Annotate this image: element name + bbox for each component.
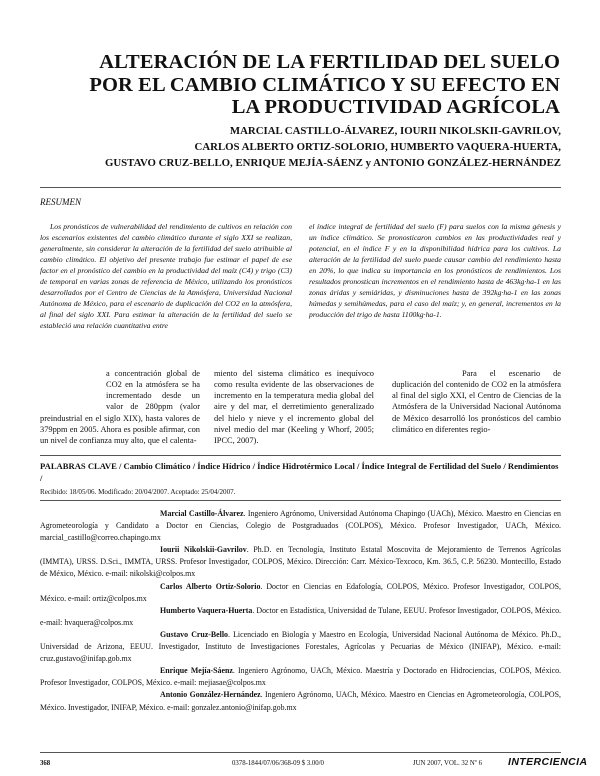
article-title: [40, 51, 560, 119]
title-line: ALTERACIÓN DE LA FERTILIDAD DEL SUELO: [99, 51, 560, 73]
affiliation-name: Enrique Mejía-Sáenz: [160, 666, 233, 676]
affiliation-text: . Ingeniero Agrónomo, Universidad Autónoma Chapingo (UACh), México. Maestro en Ciencias en Agrometeorología y Candidato a Doctor en Ciencias, Colegio de Postgraduados (COLPOS), México. Profesor Investigador, UACh, México. marcial_castillo@correo.chapingo.mx: [40, 509, 561, 543]
affiliation-entry: [40, 629, 561, 665]
abstract-text: Los pronósticos de vulnerabilidad del rendimiento de cultivos en relación con los escenarios existentes del cambio climático durante el siglo XXI se realizan, generalmente, sin considerar la alteración de la fertilidad del suelo atribuible al cambio climático. El objetivo del presente trabajo fue estimar el papel de ese factor en el pronóstico del cambio en la productividad del maíz (C4) y trigo (C3) de temporal en varias zonas de referencia de México, utilizando los pronósticos desarrollados por el Centro de Ciencias de la Atmósfera, Universidad Nacional Autónoma de México, para el escenario de duplicación del CO2 en la atmósfera, al final del siglo XXI. Para estimar la alteración de la fertilidad del suelo se estableció una relación cuantitativa entre: [40, 222, 292, 331]
affiliation-name: Marcial Castillo-Álvarez: [160, 509, 244, 518]
divider: [40, 752, 561, 753]
page-number: 368: [40, 760, 51, 767]
author-line: GUSTAVO CRUZ-BELLO, ENRIQUE MEJÍA-SÁENZ y ANTONIO GONZÁLEZ-HERNÁNDEZ: [104, 157, 561, 169]
intro-column-1: [40, 368, 200, 446]
affiliation-name: Carlos Alberto Ortiz-Solorio: [160, 581, 261, 591]
abstract-heading: RESUMEN: [40, 197, 81, 207]
intro-column-2: [214, 368, 374, 446]
affiliation-entry: [40, 605, 561, 629]
affiliation-text: . Ingeniero Agrónomo, UACh, México. Maestría y Doctorado en Hidrociencias, COLPOS, México. Profesor Investigador, COLPOS, México. e-mail: mejiasae@colpos.mx: [40, 666, 561, 688]
issn-code: 0378-1844/07/06/368-09 $ 3.00/0: [232, 760, 324, 767]
divider: [40, 455, 561, 456]
affiliation-name: Antonio González-Hernández: [160, 690, 261, 700]
affiliation-text: . Ph.D. en Tecnología, Instituto Estatal Moscovita de Mejoramiento de Terrenos Agrícolas (IMMTA), URSS. D.Sci., IMMTA, URSS. Profesor Investigador, COLPOS, México. Dirección: Carr. México-Texcoco, Km. 36.5, C.P. 56230. Montecillo, Estado de México, México. e-mail: nikolski@colpos.mx: [40, 545, 561, 579]
affiliation-text: . Licenciado en Biología y Maestro en Ecología, Universidad Nacional Autónoma de México. Ph.D., Universidad de Arizona, EEUU. Investigador, Instituto de Investigaciones Forestales, Agrícolas y Pecuarias de México (INIFAP), México. e-mail: cruz.gustavo@inifap.gob.mx: [40, 629, 561, 664]
affiliation-entry: [40, 544, 561, 580]
affiliation-entry: [40, 508, 561, 544]
affiliation-name: Iourii Nikolskii-Gavrilov: [160, 545, 247, 555]
author-line: MARCIAL CASTILLO-ÁLVAREZ, IOURII NIKOLSKII-GAVRILOV,: [229, 125, 561, 137]
author-line: CARLOS ALBERTO ORTIZ-SOLORIO, HUMBERTO VAQUERA-HUERTA,: [194, 141, 561, 153]
journal-logo: INTERCIENCIA: [508, 756, 588, 768]
keywords: PALABRAS CLAVE / Cambio Climático / Índice Hídrico / Índice Hidrotérmico Local / Índice Integral de Fertilidad del Suelo / Rendimientos /: [40, 461, 559, 483]
abstract-text: el índice integral de fertilidad del suelo (F) para suelos con la misma génesis y un índice climático. Se pronosticaron cambios en las productividades real y potencial, en el índice F y en la disponibilidad hídrica para los cultivos. La alteración de la fertilidad del suelo puede causar cambio del rendimiento hasta en 20%, lo que indica su importancia en los pronósticos de rendimientos. Los resultados pronostican incrementos en el rendimiento hasta de 463kg·ha-1 en las zonas áridas y semiáridas, y disminuciones hasta de 392kg·ha-1 en las zonas húmedas y semihúmedas, para el caso del maíz; y, en general, incrementos en la producción del trigo de hasta 1100kg·ha-1.: [309, 222, 561, 320]
intro-text: miento del sistema climático es inequívoco como resulta evidente de las observaciones de incremento en la temperatura media global del aire y del mar, el derretimiento generalizado del hielo y nieve y el incremento global del nivel medio del mar (Keeling y Whorf, 2005; IPCC, 2007).: [214, 369, 374, 445]
abstract-right-column: [309, 221, 561, 320]
intro-text: Para el escenario de duplicación del contenido de CO2 en la atmósfera al final del siglo XXI, el Centro de Ciencias de la Atmósfera de la Universidad Nacional Autónoma de México desarrolló los pronósticos del cambio climático en diferentes regio-: [392, 369, 561, 434]
abstract-left-column: [40, 221, 292, 331]
affiliation-entry: [40, 689, 561, 713]
intro-text: a concentración global de CO2 en la atmósfera se ha incrementado desde un valor de 280ppm (valor preindustrial en el siglo XIX), hasta valores de 379ppm en 2005. Ahora es posible afirmar, con un nivel de confianza muy alto, que el calenta-: [40, 369, 200, 445]
intro-column-3: [392, 368, 561, 435]
affiliation-text: . Doctor en Estadística, Universidad de Tulane, EEUU. Profesor Investigador, COLPOS, México. e-mail: hvaquera@colpos.mx: [40, 605, 561, 627]
affiliation-text: . Doctor en Ciencias en Edafología, COLPOS, México. Profesor Investigador, COLPOS, México. e-mail: ortiz@colpos.mx: [40, 581, 562, 603]
issue-info: JUN 2007, VOL. 32 Nº 6: [413, 760, 483, 767]
author-list: [40, 123, 561, 171]
dropcap-space: [40, 368, 106, 412]
received-dates: Recibido: 18/05/06. Modificado: 20/04/2007. Aceptado: 25/04/2007.: [40, 488, 236, 496]
affiliation-name: Gustavo Cruz-Bello: [160, 629, 229, 639]
affiliation-text: . Ingeniero Agrónomo, UACh, México. Maestro en Ciencias en Agrometeorología, COLPOS, México. Investigador, INIFAP, México. e-mail: gonzalez.antonio@inifap.gob.mx: [40, 690, 561, 712]
title-line: POR EL CAMBIO CLIMÁTICO Y SU EFECTO EN: [89, 73, 560, 96]
divider: [40, 187, 561, 188]
affiliations: [40, 508, 561, 714]
affiliation-name: Humberto Vaquera-Huerta: [160, 605, 253, 615]
divider: [40, 500, 561, 501]
affiliation-entry: [40, 665, 561, 689]
affiliation-entry: [40, 581, 561, 605]
title-line: LA PRODUCTIVIDAD AGRÍCOLA: [231, 96, 560, 118]
